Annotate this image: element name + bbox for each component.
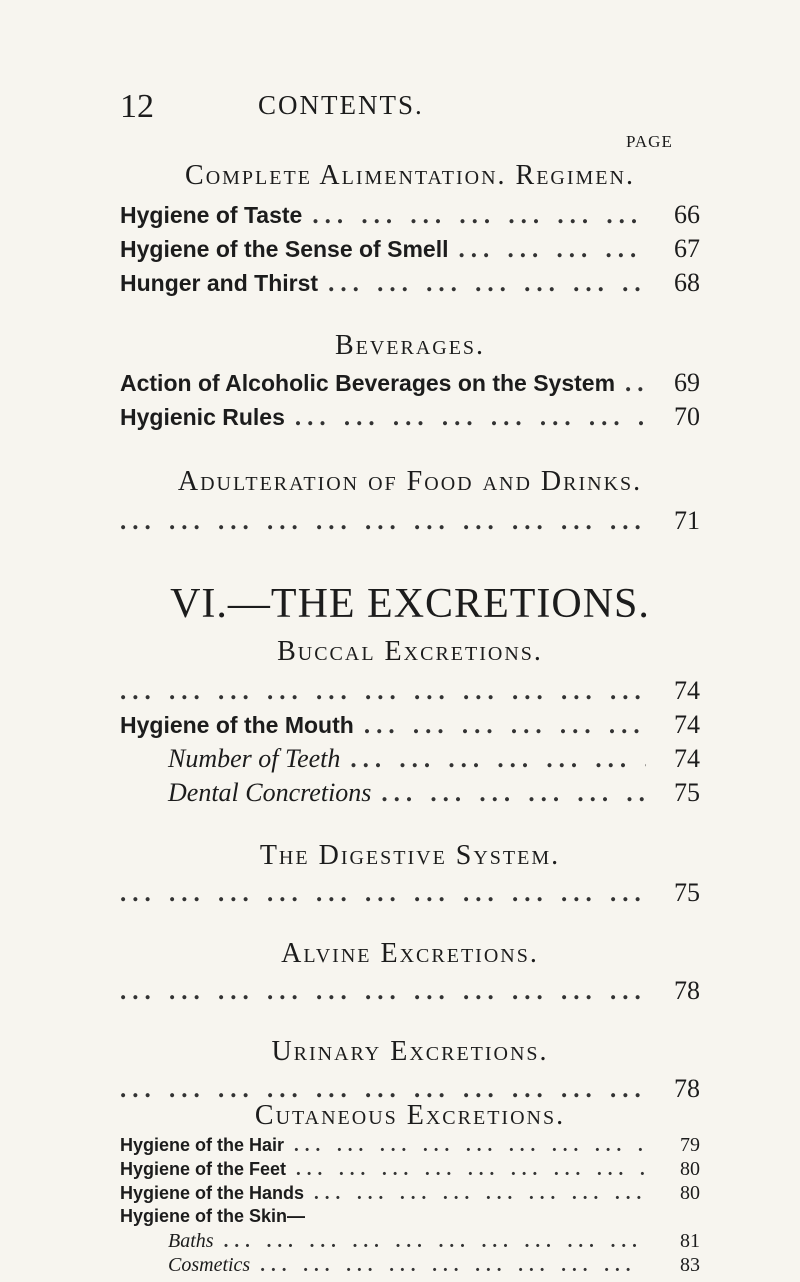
entry-label: Number of Teeth xyxy=(168,744,341,773)
dot-leader xyxy=(328,270,646,298)
dot-leader xyxy=(120,508,646,536)
entry-page: 78 xyxy=(674,976,700,1005)
toc-entry xyxy=(120,1206,700,1230)
dot-leader xyxy=(120,678,646,706)
toc-entry xyxy=(120,1158,700,1182)
dot-leader xyxy=(314,1183,646,1205)
toc-entry xyxy=(120,1254,700,1278)
toc-entry xyxy=(120,710,700,744)
page-column-label: PAGE xyxy=(626,132,673,151)
dot-leader xyxy=(120,978,646,1006)
dot-leader xyxy=(120,880,646,908)
toc-entry xyxy=(120,506,700,540)
dot-leader xyxy=(224,1231,646,1253)
entry-label: Hygiene of Taste xyxy=(120,202,303,228)
entry-label: Hygienic Rules xyxy=(120,404,285,430)
dot-leader xyxy=(312,202,646,230)
dot-leader xyxy=(295,404,646,432)
dot-leader xyxy=(294,1135,646,1157)
toc-entry xyxy=(120,1134,700,1158)
entry-page: 75 xyxy=(674,878,700,907)
dot-leader xyxy=(458,236,646,264)
entry-page: 74 xyxy=(674,710,700,739)
entry-page: 74 xyxy=(674,676,700,705)
dot-leader xyxy=(296,1159,646,1181)
running-head xyxy=(0,88,800,128)
entry-label: Hygiene of the Mouth xyxy=(120,712,354,738)
entry-label: Hygiene of the Skin— xyxy=(120,1206,306,1226)
toc-entry xyxy=(120,1182,700,1206)
entry-label: Hygiene of the Hands xyxy=(120,1183,305,1203)
entry-page: 66 xyxy=(674,200,700,229)
entry-page: 70 xyxy=(674,402,700,431)
entry-page: 74 xyxy=(674,744,700,773)
entry-label: Cosmetics xyxy=(168,1254,251,1276)
toc-entry xyxy=(120,402,700,436)
entry-label: Hygiene of the Hair xyxy=(120,1135,285,1155)
dot-leader xyxy=(350,746,646,774)
entry-label: Hygiene of the Sense of Smell xyxy=(120,236,449,262)
entry-label: Hygiene of the Feet xyxy=(120,1159,287,1179)
toc-entry xyxy=(120,778,700,812)
entry-page: 71 xyxy=(674,506,700,535)
entry-label: Action of Alcoholic Beverages on the System xyxy=(120,370,616,396)
toc-entry xyxy=(120,1230,700,1254)
section-heading: Buccal Excretions. xyxy=(277,636,543,667)
entry-page: 80 xyxy=(680,1158,700,1180)
entry-page: 69 xyxy=(674,368,700,397)
section-heading: Complete Alimentation. Regimen. xyxy=(185,160,635,191)
chapter-heading: VI.—THE EXCRETIONS. xyxy=(170,581,650,627)
section-heading: Beverages. xyxy=(334,330,486,361)
toc-entry xyxy=(120,878,700,912)
entry-label: Dental Concretions xyxy=(168,778,372,807)
dot-leader xyxy=(364,712,646,740)
entry-label: Hunger and Thirst xyxy=(120,270,319,296)
running-title: CONTENTS. xyxy=(258,90,424,120)
dot-leader xyxy=(381,780,646,808)
page-number: 12 xyxy=(120,88,154,125)
entry-page: 78 xyxy=(674,1074,700,1103)
entry-page: 83 xyxy=(680,1254,700,1276)
section-heading: The Digestive System. xyxy=(259,840,561,871)
toc-entry xyxy=(120,200,700,234)
toc-entry xyxy=(120,676,700,710)
entry-page: 67 xyxy=(674,234,700,263)
toc-entry xyxy=(120,234,700,268)
toc-entry xyxy=(120,976,700,1010)
entry-page: 80 xyxy=(680,1182,700,1204)
entry-page: 68 xyxy=(674,268,700,297)
entry-page: 75 xyxy=(674,778,700,807)
toc-entry xyxy=(120,268,700,302)
entry-page: 81 xyxy=(680,1230,700,1252)
section-heading: Urinary Excretions. xyxy=(271,1036,549,1067)
toc-entry xyxy=(120,368,700,402)
entry-label: Baths xyxy=(168,1230,214,1252)
toc-entry xyxy=(120,744,700,778)
section-heading: Cutaneous Excretions. xyxy=(254,1100,566,1131)
section-heading: Alvine Excretions. xyxy=(281,938,539,969)
section-heading: Adulteration of Food and Drinks. xyxy=(177,466,643,497)
dot-leader xyxy=(625,370,646,398)
entry-page: 79 xyxy=(680,1134,700,1156)
dot-leader xyxy=(260,1255,646,1277)
